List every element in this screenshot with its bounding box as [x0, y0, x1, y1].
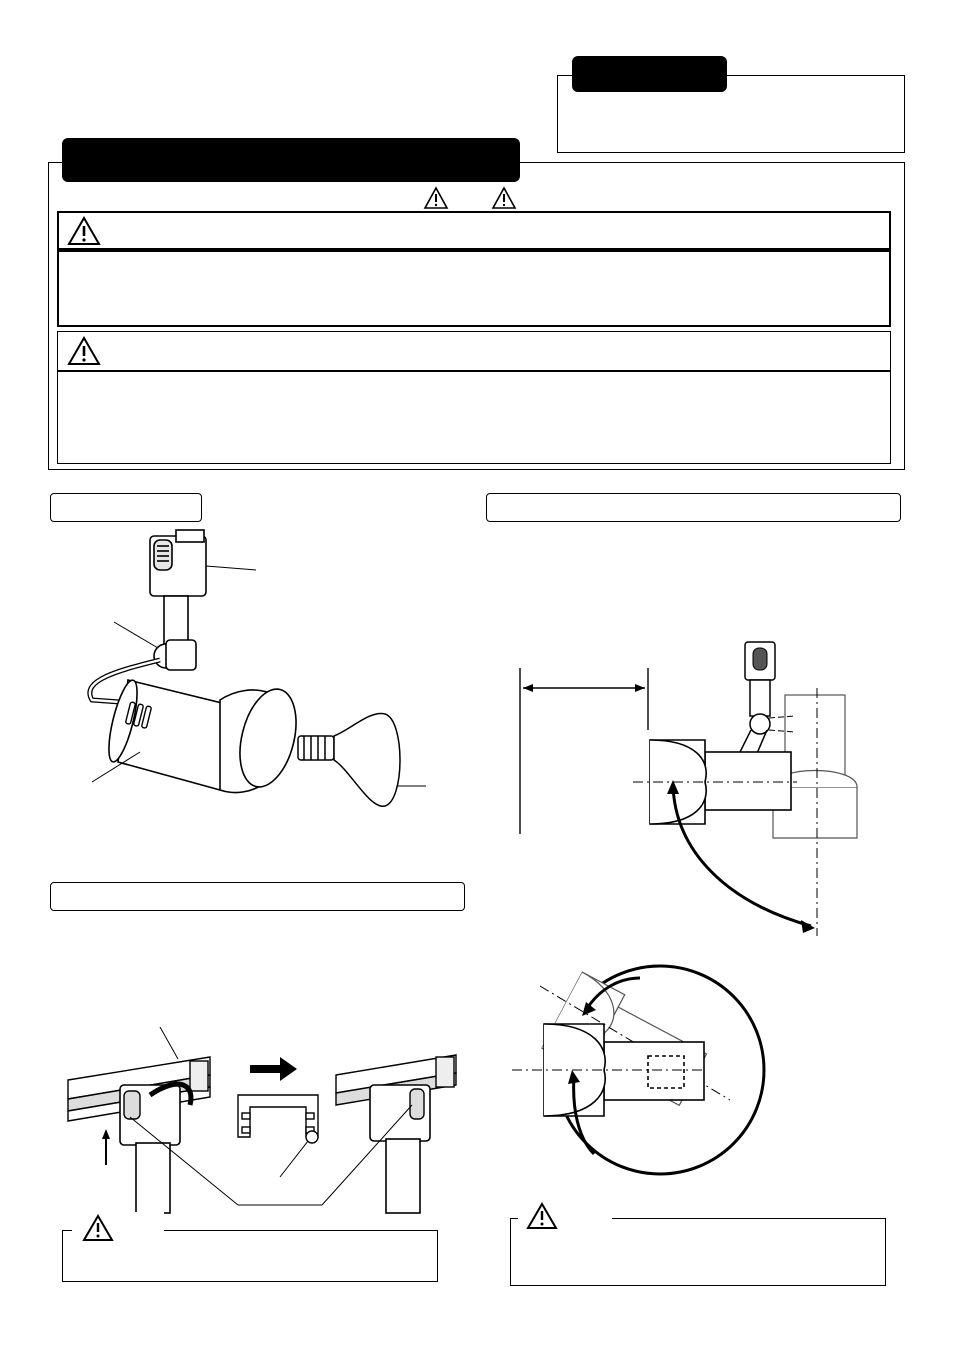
track-adapter [150, 530, 206, 596]
arrow-right-icon [250, 1057, 297, 1081]
fixture-parts-illustration [80, 530, 430, 830]
warning-triangle-icon [526, 1202, 558, 1230]
adjust-caution-body [511, 1231, 885, 1243]
adjust-panel-body [486, 528, 901, 628]
safety-section-title [62, 138, 520, 182]
parts-panel-title [50, 493, 202, 522]
caution-body-text [58, 372, 890, 384]
arrow-up-icon [102, 1129, 110, 1139]
mounting-panel-title [50, 882, 465, 911]
warning-triangle-icon [67, 216, 101, 246]
caution-body [57, 371, 891, 464]
caution-header [57, 331, 891, 371]
warning-triangle-icon [491, 186, 517, 210]
lamp-bulb [298, 713, 400, 806]
warning-body-text [59, 252, 889, 264]
warning-header [57, 211, 891, 250]
tilt-illustration [515, 640, 865, 940]
warning-triangle-icon [67, 336, 101, 366]
rotation-illustration [510, 958, 780, 1183]
mounting-panel-body [50, 916, 465, 1016]
warning-triangle-icon [82, 1214, 114, 1242]
warning-body [57, 250, 891, 327]
warning-triangle-icon [423, 186, 449, 210]
mounting-illustration [60, 1025, 460, 1215]
safety-intro [60, 188, 420, 208]
adjust-panel-title [486, 493, 901, 522]
top-right-tab [572, 56, 727, 92]
top-right-note-body [558, 100, 904, 112]
